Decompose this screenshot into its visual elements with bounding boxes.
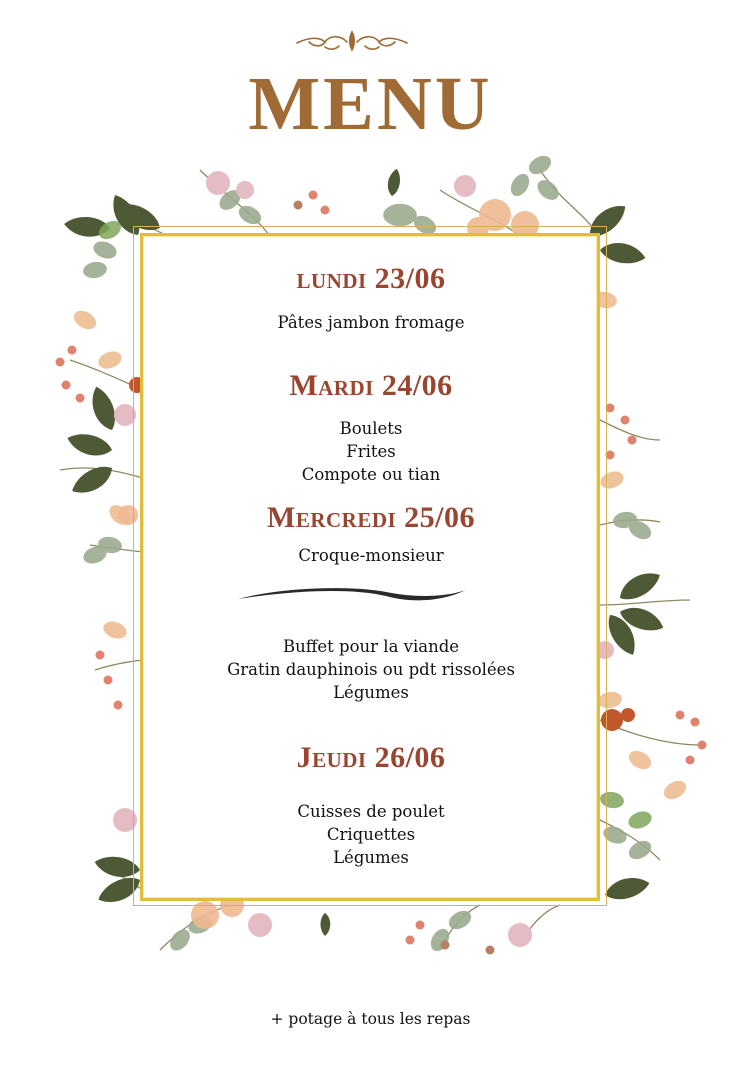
menu-item: Buffet pour la viande: [282, 637, 460, 656]
menu-item: Criquettes: [326, 825, 416, 844]
menu-title: MENU: [248, 62, 493, 146]
menu-item: Boulets: [339, 419, 403, 438]
menu-item: Légumes: [333, 848, 409, 867]
day-items-lundi: [143, 311, 599, 334]
day-heading-lundi: lundi 23/06: [296, 262, 446, 295]
day-heading-mardi: Mardi 24/06: [289, 369, 453, 402]
menu-item: Pâtes jambon fromage: [277, 313, 465, 332]
day-items-mardi: [143, 417, 599, 486]
menu-item: Légumes: [333, 683, 409, 702]
menu-item: Gratin dauphinois ou pdt rissolées: [227, 660, 515, 679]
day-heading-jeudi: Jeudi 26/06: [296, 741, 446, 774]
day-items-mercredi-extra: [143, 635, 599, 704]
footer-note: + potage à tous les repas: [270, 1010, 471, 1028]
menu-item: Croque-monsieur: [298, 546, 444, 565]
day-heading-mercredi: Mercredi 25/06: [267, 501, 475, 534]
menu-item: Frites: [346, 442, 396, 461]
day-items-jeudi: [143, 800, 599, 869]
day-items-mercredi: [143, 544, 599, 567]
menu-item: Cuisses de poulet: [297, 802, 445, 821]
menu-item: Compote ou tian: [301, 465, 441, 484]
divider-swoosh-icon: [236, 586, 468, 604]
